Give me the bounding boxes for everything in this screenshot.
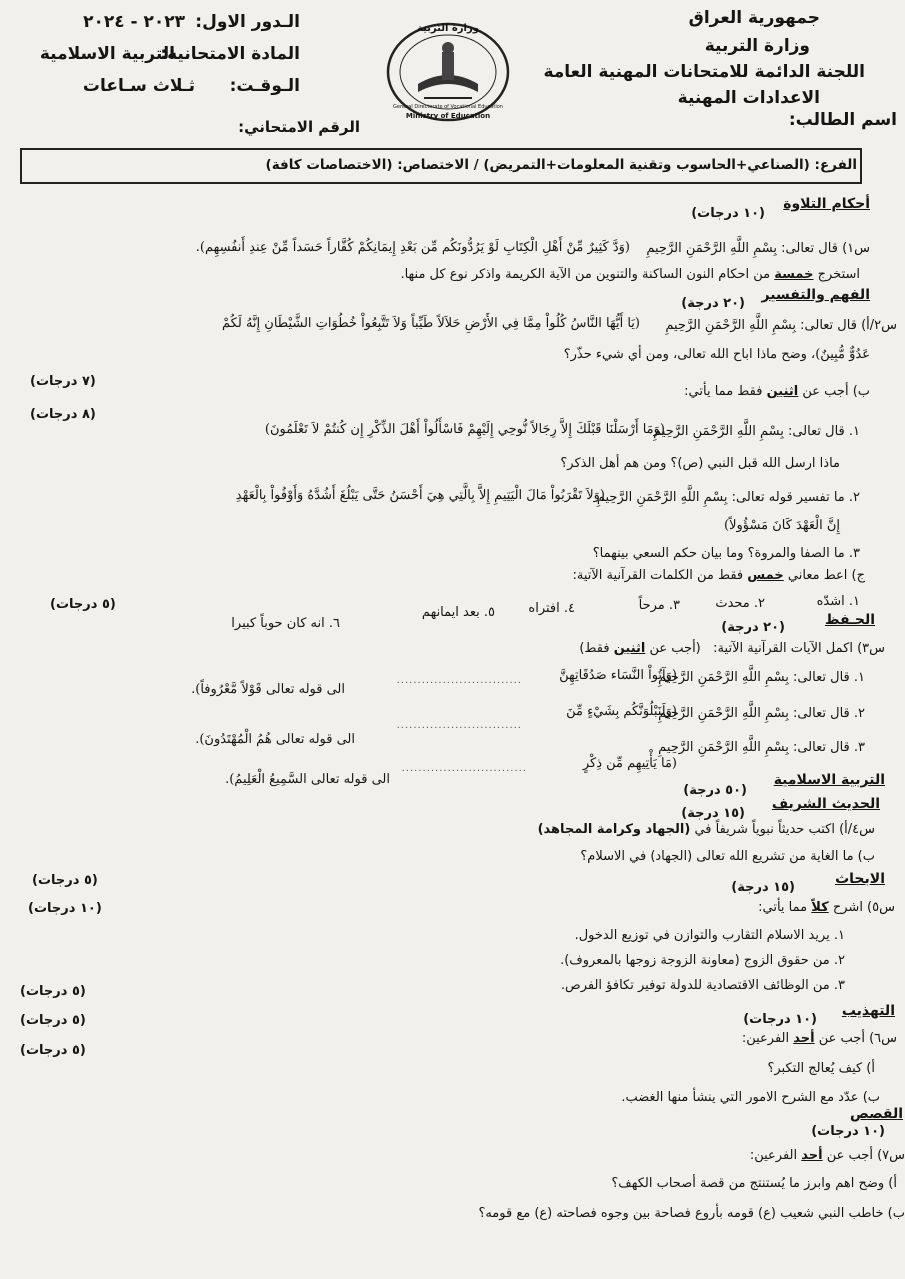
section-hadith-title: الحديث الشريف [771,796,880,812]
header-student-name: اسم الطالب: [788,110,897,130]
section-hifz-title: الحـفظ [825,612,875,628]
q2b1-verse: (وَمَا أَرْسَلْنَا قَبْلَكَ إِلاَّ رِجَالاً نُّوحِي إِلَيْهِمْ فَاسْأَلُواْ أَهْلَ الذِّكْرِ إِن كُنتُمْ لاَ تَعْلَمُونَ) [264,422,665,437]
branch-text: الفرع: (الصناعي+الحاسوب وتقنية المعلومات+التمريض) / الاختصاص: (الاختصاصات كافة) [265,157,857,173]
q3-item-2-lead: ٢. قال تعالى: بِسْمِ اللَّهِ الرَّحْمَنِ الرَّحِيمِ [658,706,865,721]
q2c-lead: ج) اعط معاني خمس فقط من الكلمات القرآنية الآتية: [572,568,865,583]
header-time-label: الـوقـت: [229,76,300,96]
q2a-lead: س٢/أ) قال تعالى: بِسْمِ اللَّهِ الرَّحْمَنِ الرَّحِيمِ [665,318,897,333]
header-round: الـدور الاول: [195,12,300,32]
q4a-grade: (٥ درجات) [32,873,98,888]
q3-lead: س٣) اكمل الآيات القرآنية الآتية: (أجب عن اثنين فقط) [579,641,885,656]
q2b1-lead: ١. قال تعالى: بِسْمِ اللَّهِ الرَّحْمَنِ الرَّحِيمِ [653,424,860,439]
logo-en1: General Directorate of Vocational Education [393,104,503,110]
q3-item-1-start: (وَآتُواْ النَّسَاء صَدُقَاتِهِنَّ [559,668,677,683]
section-qasas-title: القصص [849,1106,903,1122]
q2b2-lead: ٢. ما تفسير قوله تعالى: بِسْمِ اللَّهِ الرَّحْمَنِ الرَّحِيمِ [596,490,860,505]
q5-item-3: ٣. من الوظائف الاقتصادية للدولة توفير تكافؤ الفرص. [560,978,845,993]
q7b-line: ب) خاطب النبي شعيب (ع) قومه بأروع فصاحة بين وجوه فصاحته (ع) مع قومه؟ [478,1206,905,1221]
header-subject-label: المادة الامتحانية: [160,44,300,64]
q7a: أ) وضح اهم وابرز ما يُستنتج من قصة أصحاب الكهف؟ [611,1176,897,1191]
q2b2-verse1: (وَلاَ تَقْرَبُواْ مَالَ الْيَتِيمِ إِلاَّ بِالَّتِي هِيَ أَحْسَنُ حَتَّى يَبْلُغَ أَشُدَّهُ وَأَوْفُواْ بِالْعَهْدِ [235,488,605,503]
ministry-logo [384,14,512,126]
q3-item-1-blank: .............................. [396,675,522,686]
q3-item-3-start: (مَا يَأْتِيهِم مِّن ذِكْرٍ [582,756,677,771]
section-fahm-title: الفهم والتفسير [761,287,870,303]
q2c-grade: (٥ درجات) [50,597,116,612]
q3-item-3-blank: .............................. [401,763,527,774]
section-hadith-grade: (١٥ درجة) [681,806,745,821]
q2c-word-2: ٢. محدث [715,596,765,611]
q4b: ب) ما الغاية من تشريع الله تعالى (الجهاد) في الاسلام؟ [580,849,875,864]
q1-task: استخرج خمسة من احكام النون الساكنة والتنوين من الآية الكريمة واذكر نوع كل منها. [400,267,860,282]
q6-lead: س٦) أجب عن أحد الفرعين: [741,1031,897,1046]
header-country: جمهورية العراق [688,8,820,28]
section-tarbiya-grade: (٥٠ درجة) [683,783,747,798]
header-schools: الاعدادات المهنية [677,88,820,108]
q3-item-3-lead: ٣. قال تعالى: بِسْمِ اللَّهِ الرَّحْمَنِ الرَّحِيمِ [658,740,865,755]
q2a-verse2: عَدُوٌّ مُّبِينٌ)، وضح ماذا اباح الله تعالى، ومن أي شيء حذّر؟ [563,347,870,362]
section-tarbiya-title: التربية الاسلامية [773,772,885,788]
section-tilawa-title: أحكام التلاوة [783,196,870,212]
q5-item-2: ٢. من حقوق الزوج (معاونة الزوجة زوجها بالمعروف). [560,953,845,968]
q2c-word-1: ١. اشدّه [816,594,860,609]
section-hifz-grade: (٢٠ درجة) [721,620,785,635]
section-qasas-grade: (١٠ درجات) [811,1124,885,1139]
q2c-word-4: ٤. افتراه [528,601,575,616]
section-fahm-grade: (٢٠ درجة) [681,296,745,311]
q2c-word-3: ٣. مرحاً [638,598,680,613]
q2b-grade: (٨ درجات) [30,407,96,422]
q3-item-3-end: الى قوله تعالى السَّمِيعُ الْعَلِيمُ). [225,772,390,787]
q3-item-1-end: الى قوله تعالى قَوْلاً مَّعْرُوفاً). [191,682,345,697]
section-tilawa-grade: (١٠ درجات) [691,206,765,221]
q5-lead: س٥) اشرح كلاً مما يأتي: [758,900,895,915]
q6a: أ) كيف يُعالج التكبر؟ [767,1061,875,1076]
q1-verse: (وَدَّ كَثِيرٌ مِّنْ أَهْلِ الْكِتَابِ لَوْ يَرُدُّونَكُم مِّن بَعْدِ إِيمَانِكُمْ كُفَّاراً حَسَداً مِّنْ عِندِ أَنفُسِهِم). [195,240,630,255]
q2c-word-6: ٦. انه كان حوباً كبيرا [231,616,340,631]
header-ministry: وزارة التربية [704,36,810,56]
q7-lead: س٧) أجب عن أحد الفرعين: [749,1148,905,1163]
header-exam-number: الرقم الامتحاني: [238,118,360,136]
header-committee: اللجنة الدائمة للامتحانات المهنية العامة [543,62,865,82]
q3-item-2-start: (وَلَنَبْلُوَنَّكُم بِشَيْءٍ مِّنَ [566,704,677,719]
q6b: ب) عدّد مع الشرح الامور التي ينشأ منها الغضب. [621,1090,880,1105]
section-abhath-grade: (١٥ درجة) [731,880,795,895]
q5-grade-3: (٥ درجات) [20,1043,86,1058]
section-tahdhib-title: التهذيب [841,1003,895,1019]
q4b-grade: (١٠ درجات) [28,901,102,916]
logo-top-text: وزارة التربية [417,23,479,34]
q3-item-1-lead: ١. قال تعالى: بِسْمِ اللَّهِ الرَّحْمَنِ الرَّحِيمِ [658,670,865,685]
q5-grade-2: (٥ درجات) [20,1013,86,1028]
q3-item-2-end: الى قوله تعالى هُمُ الْمُهْتَدُونَ). [195,732,355,747]
q2b2-verse2: إِنَّ الْعَهْدَ كَانَ مَسْؤُولاً) [724,518,840,533]
logo-en2: Ministry of Education [405,112,491,120]
q5-grade-1: (٥ درجات) [20,984,86,999]
q2b1-question: ماذا ارسل الله قبل النبي (ص)؟ ومن هم أهل الذكر؟ [560,456,840,471]
header-time: ثـلاث سـاعات [82,76,195,96]
q2c-word-5: ٥. بعد ايمانهم [421,605,495,620]
q4a: س٤/أ) اكتب حديثاً نبوياً شريفاً في (الجهاد وكرامة المجاهد) [537,822,875,837]
q2a-verse1: (يَا أَيُّهَا النَّاسُ كُلُواْ مِمَّا فِي الأَرْضِ حَلاَلاً طَيِّباً وَلاَ تَتَّبِعُواْ خُطُوَاتِ الشَّيْطَانِ إِنَّهُ لَكُمْ [222,316,640,331]
header-subject: التربية الاسلامية [39,44,175,64]
section-abhath-title: الابحاث [835,871,885,887]
header-year: ٢٠٢٣ - ٢٠٢٤ [83,12,185,32]
q2b3: ٣. ما الصفا والمروة؟ وما بيان حكم السعي بينهما؟ [592,546,860,561]
q2b-lead: ب) أجب عن اثنين فقط مما يأتي: [684,384,870,399]
section-tahdhib-grade: (١٠ درجات) [743,1012,817,1027]
q1-lead: س١) قال تعالى: بِسْمِ اللَّهِ الرَّحْمَنِ الرَّحِيمِ [646,241,870,256]
q2a-grade: (٧ درجات) [30,374,96,389]
q5-item-1: ١. يريد الاسلام التقارب والتوازن في توزيع الدخول. [574,928,845,943]
q3-item-2-blank: .............................. [396,720,522,731]
